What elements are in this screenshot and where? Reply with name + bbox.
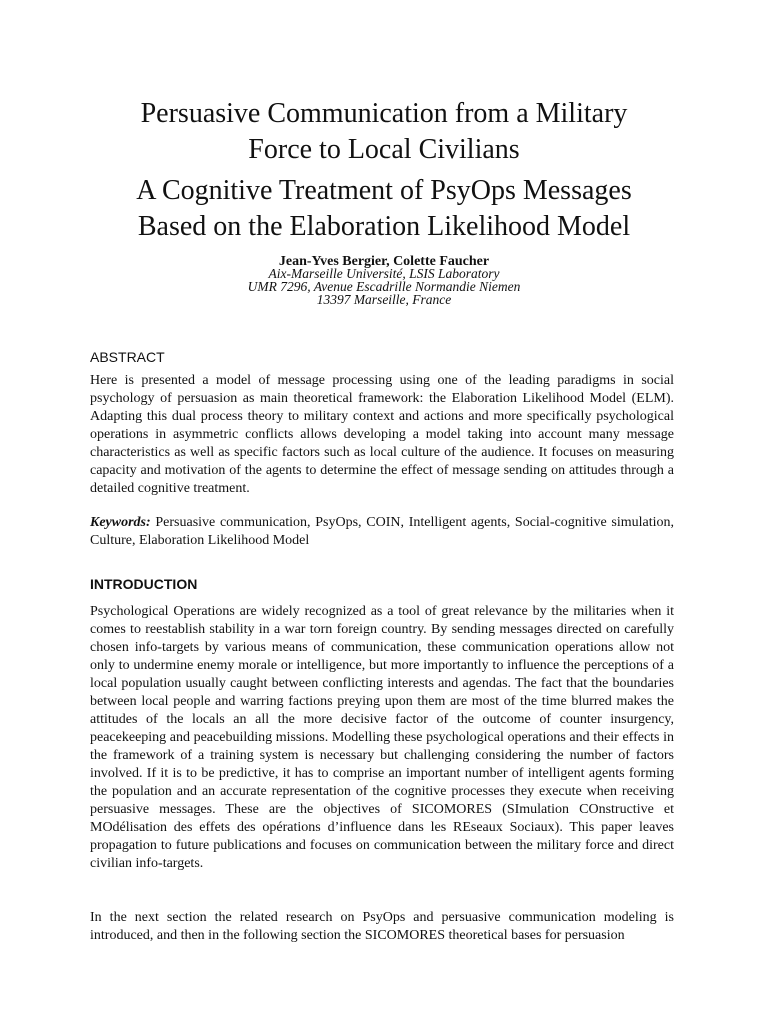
subtitle-line-1: A Cognitive Treatment of PsyOps Messages bbox=[136, 175, 632, 206]
keywords-paragraph bbox=[90, 514, 674, 550]
author-names: Jean-Yves Bergier, Colette Faucher bbox=[278, 254, 490, 269]
introduction-paragraph-1: Psychological Operations are widely recognized as a tool of great relevance by the militaries when it comes to reestablish stability in a war torn foreign country. By sending messages directed on carefully chosen info-targets by various means of communication, these communication operations allow not only to undermine enemy morale or intelligence, but more importantly to influence the perceptions of a local population usually caught between conflicting interests and agendas. The fact that the boundaries between local people and warring factions preying upon them are most of the time blurred makes the attitudes of the locals an all the more decisive factor of the outcome of counter insurgency, peacekeeping and peacebuilding missions. Modelling these psychological operations and their effects in the framework of a training system is necessary but challenging considering the number of factors involved. If it is to be predictive, it has to comprise an important number of intelligent agents forming the population and an accurate representation of the cognitive processes they execute when receiving persuasive messages. These are the objectives of SICOMORES (SImulation COnstructive et MOdélisation des effets des opérations d’influence dans les REseaux Sociaux). This paper leaves propagation to future publications and focuses on communication between the military force and direct civilian info-targets. bbox=[90, 604, 674, 871]
paper-title bbox=[40, 96, 728, 168]
affiliation-line-1: Aix-Marseille Université, LSIS Laboratory bbox=[268, 266, 500, 281]
title-line-1: Persuasive Communication from a Military bbox=[140, 98, 628, 129]
introduction-paragraph-2: In the next section the related research on PsyOps and persuasive communication modeling is introduced, and then in the following section the SICOMORES theoretical bases for persuasion bbox=[90, 910, 674, 943]
affiliation-line-3: 13397 Marseille, France bbox=[316, 292, 452, 307]
affiliation-line-2: UMR 7296, Avenue Escadrille Normandie Niemen bbox=[247, 279, 521, 294]
paper-subtitle bbox=[40, 173, 728, 245]
title-line-2: Force to Local Civilians bbox=[248, 134, 520, 165]
subtitle-line-2: Based on the Elaboration Likelihood Model bbox=[137, 211, 631, 242]
keywords-text: Persuasive communication, PsyOps, COIN, Intelligent agents, Social-cognitive simulation, Culture, Elaboration Likelihood Model bbox=[90, 515, 674, 548]
introduction-heading: INTRODUCTION bbox=[90, 576, 198, 592]
abstract-text: Here is presented a model of message processing using one of the leading paradigms in social psychology of persuasion as main theoretical framework: the Elaboration Likelihood Model (ELM). Adapting this dual process theory to military context and actions and more specifically psychological operations in asymmetric conflicts allows developing a model taking into account many message characteristics as well as specific factors such as local culture of the audience. It focuses on measuring capacity and motivation of the agents to determine the effect of message sending on attitudes through a detailed cognitive treatment. bbox=[90, 373, 674, 496]
abstract-heading: ABSTRACT bbox=[90, 349, 165, 365]
keywords-label: Keywords: bbox=[90, 515, 151, 530]
